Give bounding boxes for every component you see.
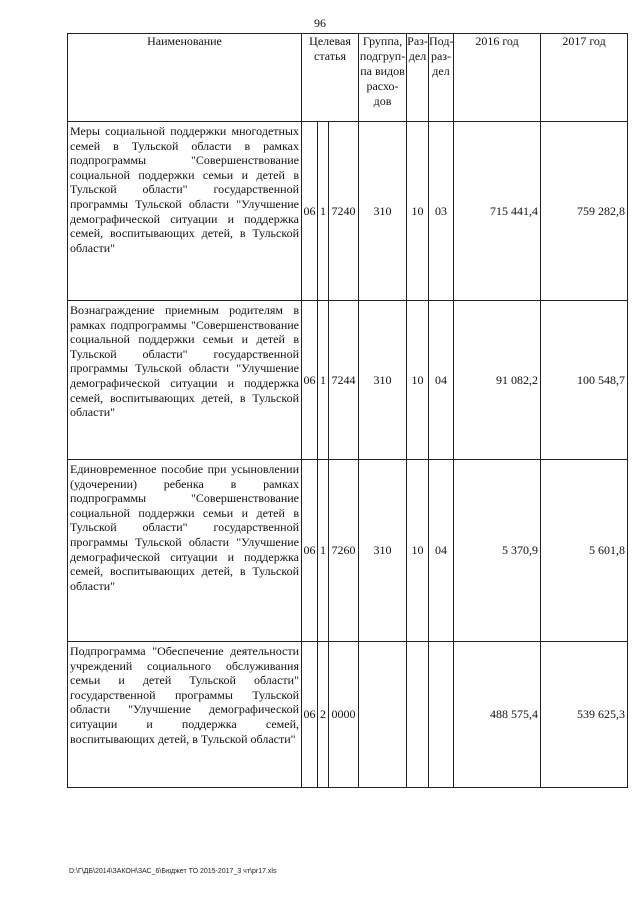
row-name: Вознаграждение приемным родителям в рамках подпрограммы "Совершенствование социальной поддержки семьи и детей в Тульской области" государственной программы Тульской области "Улучшение демографической ситуации и поддержка семей, воспитывающих детей, в Тульской области" [68,301,302,460]
row-subsection: 04 [429,301,454,460]
row-subsection: 03 [429,122,454,301]
row-target-1: 06 [302,460,318,642]
row-section [407,642,429,788]
row-2017: 759 282,8 [541,122,628,301]
table-row [68,301,628,460]
row-target-1: 06 [302,122,318,301]
row-2017: 539 625,3 [541,642,628,788]
table-row [68,642,628,788]
header-name: Наименование [68,34,302,122]
header-group: Группа, подгруп-па видов расхо-дов [359,34,407,122]
table-row [68,122,628,301]
row-2017: 5 601,8 [541,460,628,642]
row-target-3: 7260 [329,460,359,642]
header-subsection: Под-раз-дел [429,34,454,122]
budget-table [67,33,628,788]
row-2016: 715 441,4 [454,122,541,301]
header-section: Раз-дел [407,34,429,122]
page-number: 96 [314,16,326,30]
row-group: 310 [359,122,407,301]
row-group: 310 [359,460,407,642]
header-2016: 2016 год [454,34,541,122]
row-group [359,642,407,788]
row-subsection [429,642,454,788]
row-target-2: 1 [318,122,329,301]
row-2016: 5 370,9 [454,460,541,642]
table-row [68,460,628,642]
row-group: 310 [359,301,407,460]
row-target-1: 06 [302,642,318,788]
row-target-2: 1 [318,301,329,460]
row-name: Подпрограмма "Обеспечение деятельности учреждений социального обслуживания семьи и детей Тульской области" государственной программы Тульской области "Улучшение демографической ситуации и поддержка семей, воспитывающих детей, в Тульской области" [68,642,302,788]
row-name: Единовременное пособие при усыновлении (удочерении) ребенка в рамках подпрограммы "Совершенствование социальной поддержки семьи и детей в Тульской области" государственной программы Тульской области "Улучшение демографической ситуации и поддержка семей, воспитывающих детей, в Тульской области" [68,460,302,642]
header-2017: 2017 год [541,34,628,122]
row-subsection: 04 [429,460,454,642]
row-target-3: 7244 [329,301,359,460]
file-path-footer: D:\Г\ДБ\2014\ЗАКОН\ЗАС_6\Бюджет ТО 2015-2017_3 чт\pr17.xls [69,868,277,875]
row-section: 10 [407,460,429,642]
row-name: Меры социальной поддержки многодетных семей в Тульской области в рамках подпрограммы "Совершенствование социальной поддержки семьи и детей в Тульской области" государственной программы Тульской области "Улучшение демографической ситуации и поддержка семей, воспитывающих детей, в Тульской области" [68,122,302,301]
row-2016: 91 082,2 [454,301,541,460]
header-target: Целевая статья [302,34,359,122]
row-section: 10 [407,122,429,301]
row-target-3: 7240 [329,122,359,301]
row-target-2: 2 [318,642,329,788]
row-section: 10 [407,301,429,460]
header-row [68,34,628,122]
row-2017: 100 548,7 [541,301,628,460]
row-target-3: 0000 [329,642,359,788]
row-target-1: 06 [302,301,318,460]
row-target-2: 1 [318,460,329,642]
row-2016: 488 575,4 [454,642,541,788]
